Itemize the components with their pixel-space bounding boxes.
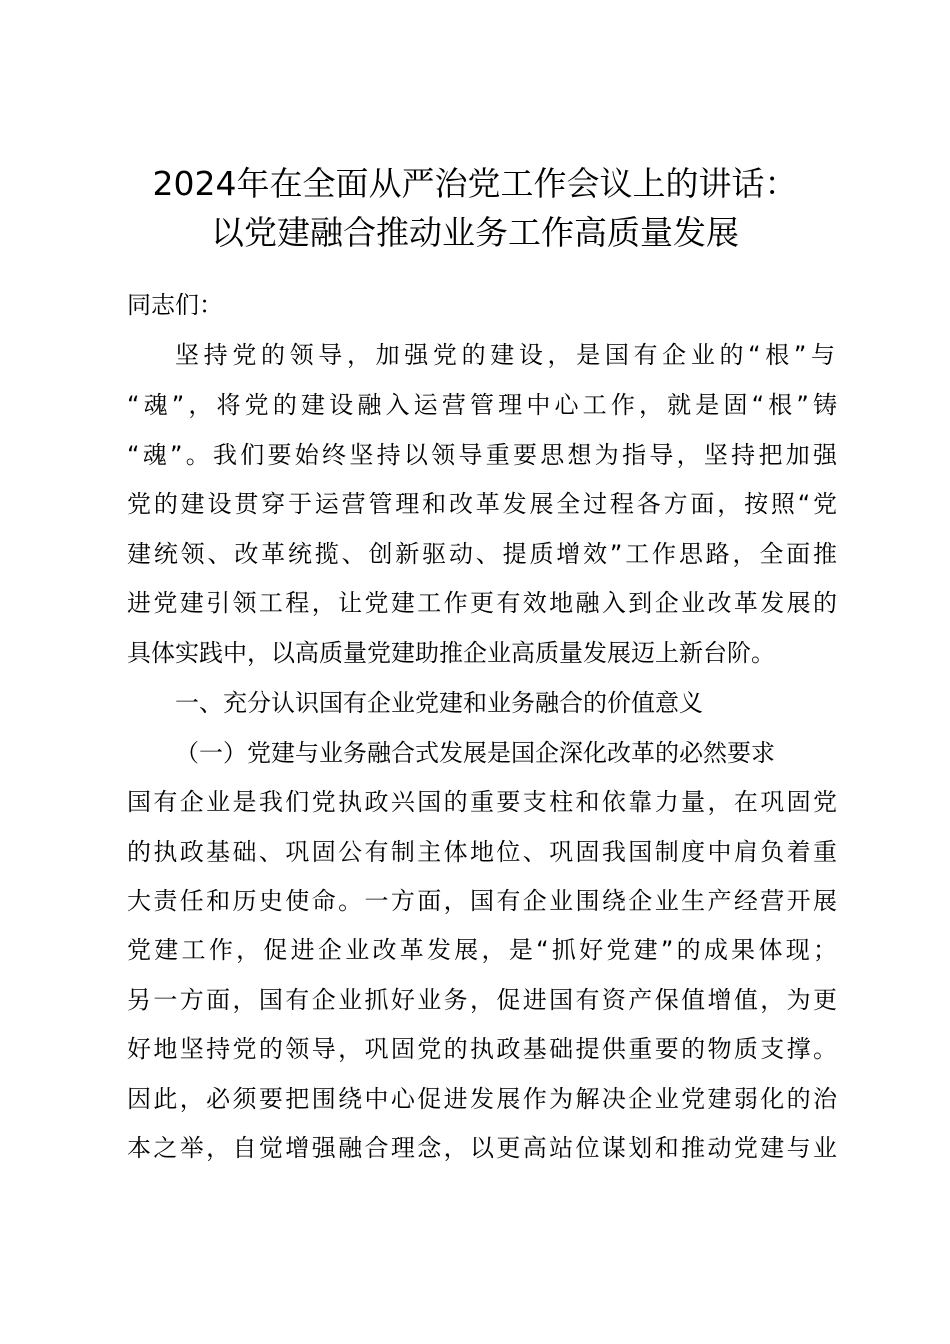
body-line: 的执政基础、巩固公有制主体地位、巩固我国制度中肩负着重 [127,838,837,866]
body-line: 本之举，自觉增强融合理念，以更高站位谋划和推动党建与业 [127,1134,837,1162]
body-line: “魂”，将党的建设融入运营管理中心工作，就是固“根”铸 [127,391,837,419]
body-line: 坚持党的领导，加强党的建设，是国有企业的“根”与 [175,341,835,369]
body-line: 具体实践中，以高质量党建助推企业高质量发展迈上新台阶。 [127,639,775,667]
body-line: 党的建设贯穿于运营管理和改革发展全过程各方面，按照“党 [127,490,837,518]
body-line: 好地坚持党的领导，巩固党的执政基础提供重要的物质支撑。 [127,1035,837,1063]
body-line: 进党建引领工程，让党建工作更有效地融入到企业改革发展的 [127,589,837,617]
document-title-line-1: 2024年在全面从严治党工作会议上的讲话： [152,164,798,203]
body-line: 大责任和历史使命。一方面，国有企业围绕企业生产经营开展 [127,887,837,915]
body-line: 建统领、改革统揽、创新驱动、提质增效”工作思路，全面推 [127,540,837,568]
body-line: 另一方面，国有企业抓好业务，促进国有资产保值增值，为更 [127,986,837,1014]
salutation: 同志们： [127,291,223,319]
section-heading: 一、充分认识国有企业党建和业务融合的价值意义 [175,689,703,717]
body-line: “魂”。我们要始终坚持以领导重要思想为指导，坚持把加强 [127,441,837,469]
body-line: 党建工作，促进企业改革发展，是“抓好党建”的成果体现； [127,936,837,964]
document-title-line-2: 以党建融合推动业务工作高质量发展 [211,213,739,252]
subsection-heading: （一）党建与业务融合式发展是国企深化改革的必然要求 [175,739,775,767]
body-line: 国有企业是我们党执政兴国的重要支柱和依靠力量，在巩固党 [127,788,837,816]
body-line: 因此，必须要把围绕中心促进发展作为解决企业党建弱化的治 [127,1085,837,1113]
